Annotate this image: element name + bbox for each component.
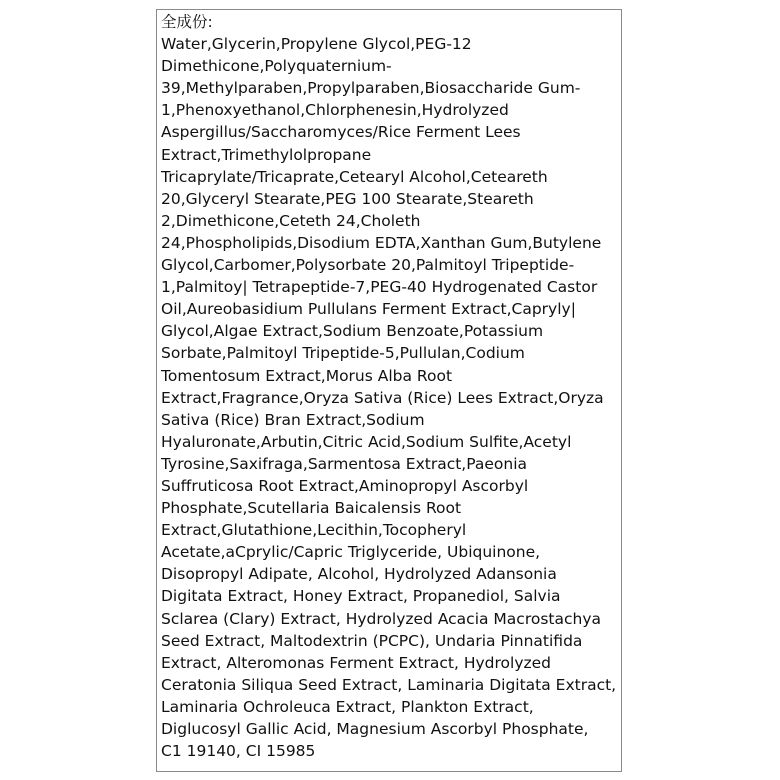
ingredient-line: Diglucosyl Gallic Acid, Magnesium Ascorbyl Phosphate,: [161, 720, 589, 738]
ingredients-list: [161, 33, 621, 762]
ingredients-heading: 全成份:: [161, 13, 213, 31]
ingredient-line: Digitata Extract, Honey Extract, Propanediol, Salvia: [161, 587, 561, 606]
ingredients-panel: [156, 9, 622, 772]
ingredient-line: Dimethicone,Polyquaternium-: [161, 57, 392, 76]
ingredient-line: Disopropyl Adipate, Alcohol, Hydrolyzed Adansonia: [161, 565, 557, 584]
ingredient-line: Extract,Fragrance,Oryza Sativa (Rice) Lees Extract,Oryza: [161, 388, 604, 407]
ingredient-line: Laminaria Ochroleuca Extract, Plankton Extract,: [161, 697, 534, 716]
ingredient-line: Aspergillus/Saccharomyces/Rice Ferment Lees: [161, 123, 521, 142]
ingredient-line: Oil,Aureobasidium Pullulans Ferment Extract,Capryly|: [161, 300, 576, 319]
ingredient-line: Acetate,aCprylic/Capric Triglyceride, Ubiquinone,: [161, 543, 541, 562]
ingredient-line: Water,Glycerin,Propylene Glycol,PEG-12: [161, 35, 472, 54]
ingredient-line: Suffruticosa Root Extract,Aminopropyl Ascorbyl: [161, 476, 529, 495]
ingredient-line: Phosphate,Scutellaria Baicalensis Root: [161, 499, 462, 518]
ingredient-line: Glycol,Algae Extract,Sodium Benzoate,Potassium: [161, 322, 544, 341]
ingredient-line: Sclarea (Clary) Extract, Hydrolyzed Acacia Macrostachya: [161, 609, 602, 628]
ingredient-line: 1,Phenoxyethanol,Chlorphenesin,Hydrolyzed: [161, 101, 509, 120]
ingredient-line: Sorbate,Palmitoyl Tripeptide-5,Pullulan,Codium: [161, 344, 525, 363]
ingredient-line: 24,Phospholipids,Disodium EDTA,Xanthan Gum,Butylene: [161, 233, 602, 252]
ingredient-line: Tricaprylate/Tricaprate,Cetearyl Alcohol,Ceteareth: [161, 167, 548, 186]
ingredient-line: Extract,Glutathione,Lecithin,Tocopheryl: [161, 521, 467, 540]
ingredient-line: Ceratonia Siliqua Seed Extract, Laminaria Digitata Extract,: [161, 675, 617, 694]
ingredient-line: Sativa (Rice) Bran Extract,Sodium: [161, 410, 425, 429]
ingredient-line: Glycol,Carbomer,Polysorbate 20,Palmitoyl Tripeptide-: [161, 256, 575, 275]
ingredient-line: Tomentosum Extract,Morus Alba Root: [161, 366, 453, 385]
ingredient-line: Extract,Trimethylolpropane: [161, 145, 372, 164]
ingredient-line: C1 19140, CI 15985: [161, 742, 316, 761]
ingredient-line: 1,Palmitoy| Tetrapeptide-7,PEG-40 Hydrogenated Castor: [161, 278, 598, 297]
ingredient-line: Hyaluronate,Arbutin,Citric Acid,Sodium Sulfite,Acetyl: [161, 432, 572, 451]
ingredient-line: 2,Dimethicone,Ceteth 24,Choleth: [161, 211, 421, 230]
ingredient-line: 39,Methylparaben,Propylparaben,Biosaccharide Gum-: [161, 79, 581, 98]
ingredient-line: 20,Glyceryl Stearate,PEG 100 Stearate,Steareth: [161, 189, 534, 208]
ingredient-line: Extract, Alteromonas Ferment Extract, Hydrolyzed: [161, 653, 552, 672]
ingredient-line: Tyrosine,Saxifraga,Sarmentosa Extract,Paeonia: [161, 454, 528, 473]
ingredient-line: Seed Extract, Maltodextrin (PCPC), Undaria Pinnatifida: [161, 631, 583, 650]
